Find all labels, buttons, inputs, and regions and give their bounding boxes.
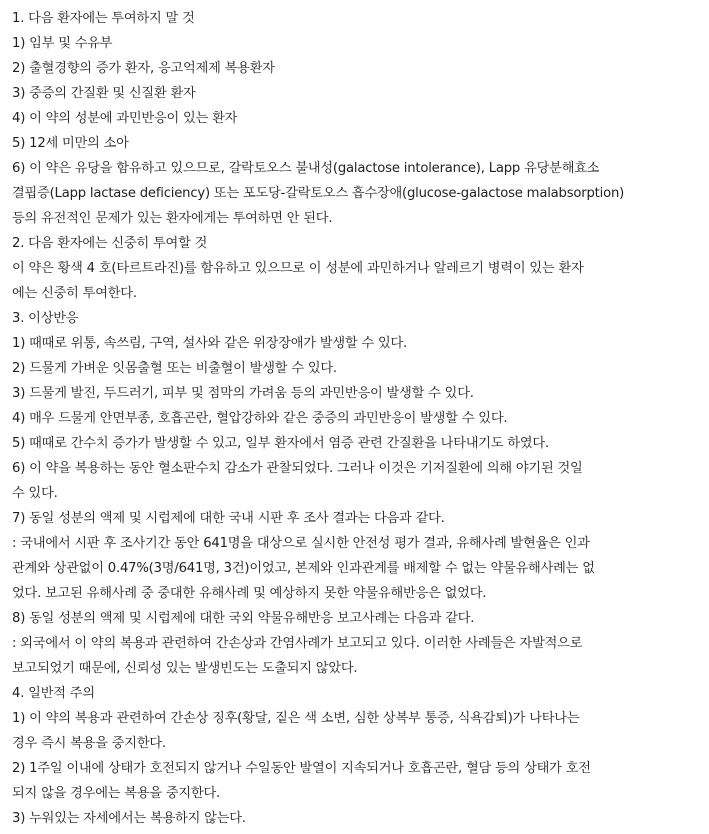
text-line: 이 약은 황색 4 호(타르트라진)를 함유하고 있으므로 이 성분에 과민하거나 알레르기 병력이 있는 환자	[12, 261, 584, 276]
section-heading-adverse-reactions: 3. 이상반응	[12, 311, 79, 326]
text-line: 경우 즉시 복용을 중지한다.	[12, 736, 166, 751]
text-line: 1) 임부 및 수유부	[12, 36, 113, 51]
text-line: 2) 드물게 가벼운 잇몸출혈 또는 비출혈이 발생할 수 있다.	[12, 361, 337, 376]
text-line: 8) 동일 성분의 액제 및 시럽제에 대한 국외 약물유해반응 보고사례는 다음과 같다.	[12, 611, 475, 626]
text-line: 4) 매우 드물게 안면부종, 호흡곤란, 혈압강하와 같은 중증의 과민반응이 발생할 수 있다.	[12, 411, 508, 426]
text-line: 2) 1주일 이내에 상태가 호전되지 않거나 수일동안 발열이 지속되거나 호흡곤란, 혈담 등의 상태가 호전	[12, 761, 591, 776]
section-heading-careful-administration: 2. 다음 환자에는 신중히 투여할 것	[12, 236, 208, 251]
text-line: 결핍증(Lapp lactase deficiency) 또는 포도당-갈락토오스 흡수장애(glucose-galactose malabsorption)	[12, 186, 625, 201]
text-line: 관계와 상관없이 0.47%(3명/641명, 3건)이었고, 본제와 인과관계를 배제할 수 없는 약물유해사례는 없	[12, 561, 595, 576]
text-line: 수 있다.	[12, 486, 58, 501]
text-line: 6) 이 약을 복용하는 동안 혈소판수치 감소가 관찰되었다. 그러나 이것은 기저질환에 의해 야기된 것일	[12, 461, 583, 476]
text-line: 었다. 보고된 유해사례 중 중대한 유해사례 및 예상하지 못한 약물유해반응은 없었다.	[12, 586, 487, 601]
text-line: 에는 신중히 투여한다.	[12, 286, 137, 301]
section-heading-contraindications: 1. 다음 환자에는 투여하지 말 것	[12, 11, 195, 26]
text-line: 6) 이 약은 유당을 함유하고 있으므로, 갈락토오스 불내성(galactose intolerance), Lapp 유당분해효소	[12, 161, 600, 176]
text-line: 5) 때때로 간수치 증가가 발생할 수 있고, 일부 환자에서 염증 관련 간질환을 나타내기도 하였다.	[12, 436, 549, 451]
text-line: 되지 않을 경우에는 복용을 중지한다.	[12, 786, 221, 801]
text-line: 7) 동일 성분의 액제 및 시럽제에 대한 국내 시판 후 조사 결과는 다음과 같다.	[12, 511, 445, 526]
text-line: 3) 누워있는 자세에서는 복용하지 않는다.	[12, 811, 246, 826]
text-line: : 외국에서 이 약의 복용과 관련하여 간손상과 간염사례가 보고되고 있다. 이러한 사례들은 자발적으로	[12, 636, 583, 651]
drug-precautions-document	[12, 6, 702, 831]
text-line: 4) 이 약의 성분에 과민반응이 있는 환자	[12, 111, 238, 126]
text-line: 보고되었기 때문에, 신뢰성 있는 발생빈도는 도출되지 않았다.	[12, 661, 358, 676]
text-line: 등의 유전적인 문제가 있는 환자에게는 투여하면 안 된다.	[12, 211, 333, 226]
text-line: 1) 이 약의 복용과 관련하여 간손상 징후(황달, 짙은 색 소변, 심한 상복부 통증, 식욕감퇴)가 나타나는	[12, 711, 580, 726]
section-heading-general-precautions: 4. 일반적 주의	[12, 686, 95, 701]
text-line: 2) 출혈경향의 증가 환자, 응고억제제 복용환자	[12, 61, 275, 76]
text-line: : 국내에서 시판 후 조사기간 동안 641명을 대상으로 실시한 안전성 평가 결과, 유해사례 발현율은 인과	[12, 536, 590, 551]
text-line: 3) 중증의 간질환 및 신질환 환자	[12, 86, 196, 101]
text-line: 3) 드물게 발진, 두드러기, 피부 및 점막의 가려움 등의 과민반응이 발생할 수 있다.	[12, 386, 474, 401]
text-line: 1) 때때로 위통, 속쓰림, 구역, 설사와 같은 위장장애가 발생할 수 있다.	[12, 336, 408, 351]
text-line: 5) 12세 미만의 소아	[12, 136, 129, 151]
